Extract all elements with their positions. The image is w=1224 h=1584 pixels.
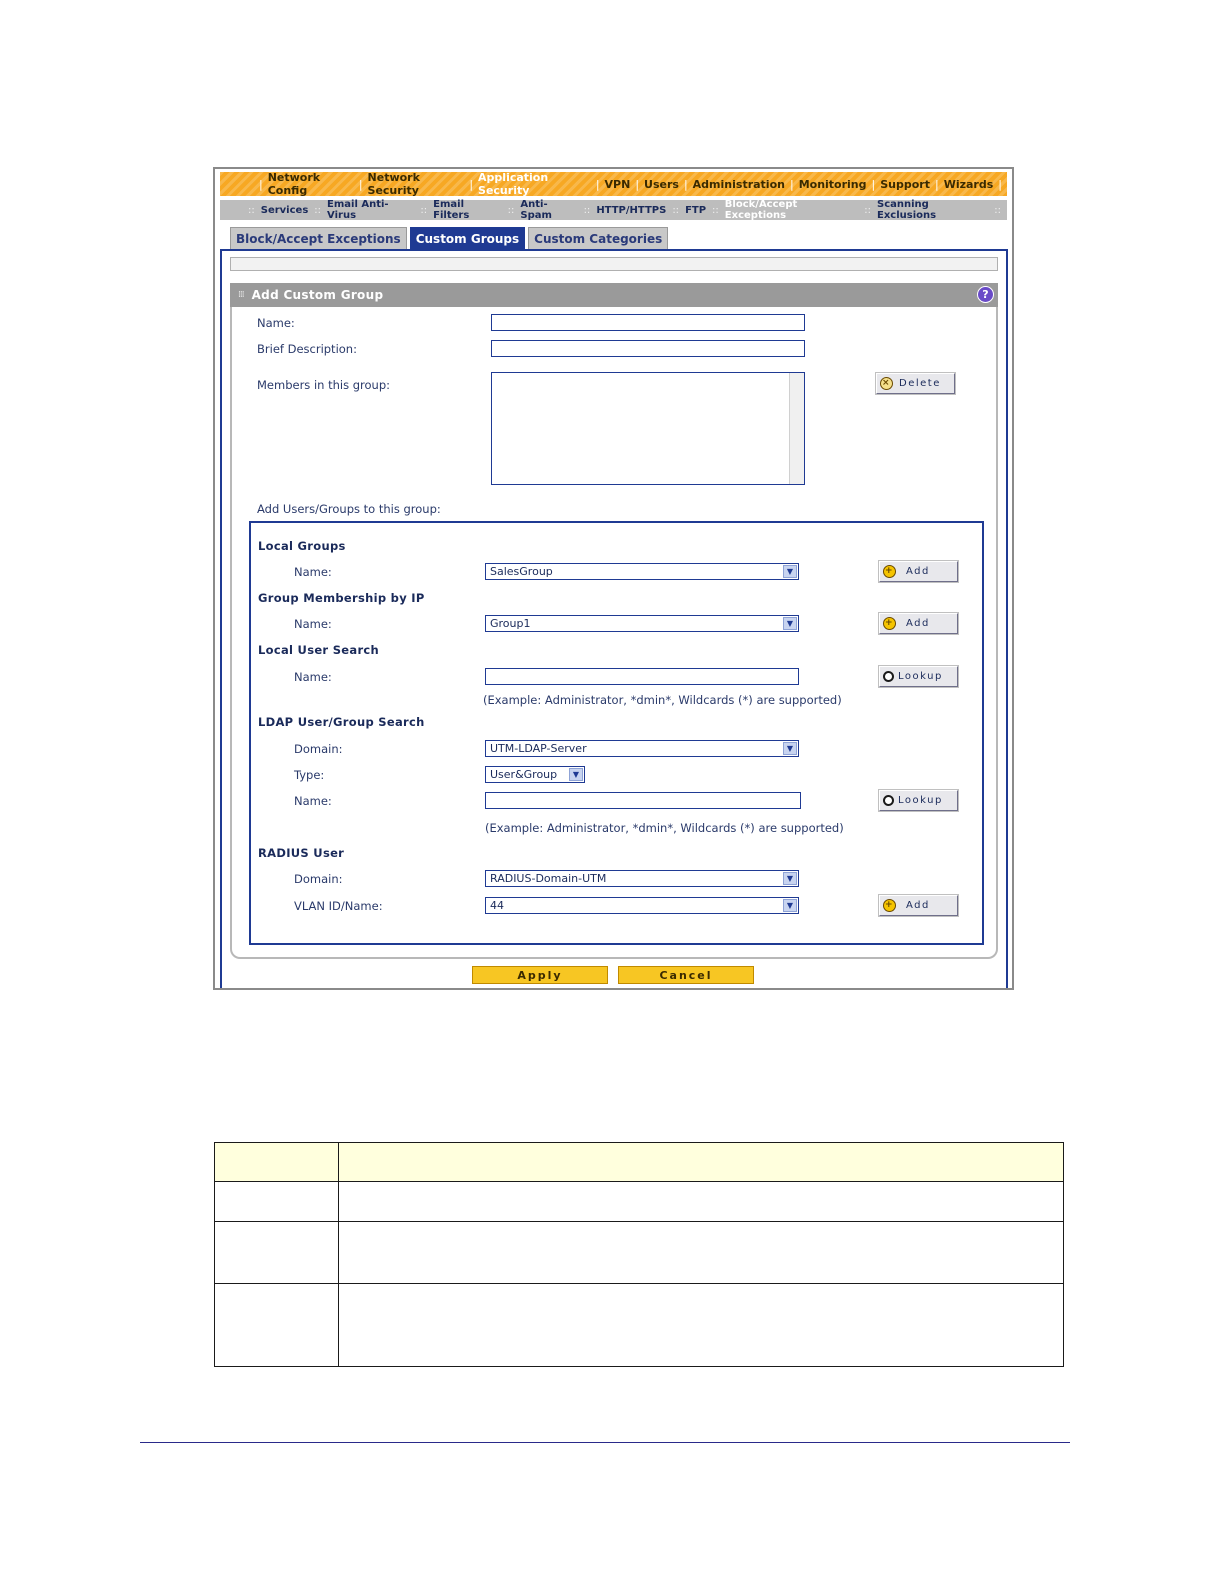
- local-groups-add-button[interactable]: [879, 561, 958, 582]
- local-groups-selected: SalesGroup: [490, 565, 553, 578]
- nav-network-config[interactable]: Network Config: [267, 171, 321, 197]
- ldap-type-selected: User&Group: [490, 768, 558, 781]
- delete-icon: ×: [881, 378, 892, 388]
- ldap-domain-select[interactable]: [485, 740, 799, 757]
- chevron-down-icon: ▼: [783, 565, 797, 578]
- chevron-down-icon: ▼: [783, 617, 797, 630]
- subnav-anti-spam[interactable]: Anti-Spam: [520, 199, 552, 221]
- nav-separator: |: [469, 177, 474, 191]
- members-label: Members in this group:: [257, 378, 391, 392]
- table-header-row: [215, 1143, 1064, 1182]
- nav-separator: |: [998, 177, 1002, 191]
- table-row: [215, 1284, 1064, 1367]
- nav-separator: |: [789, 177, 794, 191]
- nav-vpn[interactable]: VPN: [604, 177, 631, 191]
- subnav-http-https[interactable]: HTTP/HTTPS: [596, 204, 667, 216]
- subnav-separator: ::: [507, 204, 515, 216]
- nav-network-security[interactable]: Network Security: [367, 171, 420, 197]
- table-cell: [339, 1222, 1064, 1284]
- footer-rule: [140, 1442, 1070, 1443]
- chevron-down-icon: ▼: [569, 768, 583, 781]
- group-membership-select[interactable]: [485, 615, 799, 632]
- grip-icon: ⁞⁞⁞: [238, 290, 244, 300]
- members-scrollbar[interactable]: [789, 373, 804, 484]
- ldap-type-select[interactable]: [485, 766, 585, 783]
- add-icon: +: [884, 900, 895, 910]
- subnav-separator: ::: [583, 204, 591, 216]
- subnav-separator: ::: [994, 204, 1002, 216]
- ldap-search-heading: LDAP User/Group Search: [258, 715, 425, 729]
- local-user-lookup-button[interactable]: [879, 666, 958, 687]
- group-membership-name-label: Name:: [294, 617, 332, 631]
- local-user-search-input[interactable]: [485, 668, 799, 685]
- subnav-separator: ::: [314, 204, 322, 216]
- nav-application-security[interactable]: Application Security: [478, 171, 549, 197]
- local-user-lookup-label: Lookup: [898, 671, 943, 682]
- radius-domain-select[interactable]: [485, 870, 799, 887]
- table-cell: [215, 1222, 339, 1284]
- nav-administration[interactable]: Administration: [692, 177, 785, 191]
- radius-add-label: Add: [906, 900, 930, 911]
- ldap-type-label: Type:: [294, 768, 325, 782]
- subnav-block-accept-exceptions[interactable]: Block/Accept Exceptions: [724, 199, 798, 221]
- subnav-separator: ::: [420, 204, 428, 216]
- tab-custom-groups[interactable]: Custom Groups: [410, 227, 525, 249]
- ldap-name-input[interactable]: [485, 792, 801, 809]
- table-row: [215, 1222, 1064, 1284]
- subnav-separator: ::: [672, 204, 680, 216]
- subnav-email-anti-virus[interactable]: Email Anti-Virus: [327, 199, 389, 221]
- table-cell: [339, 1284, 1064, 1367]
- ldap-name-label: Name:: [294, 794, 332, 808]
- help-icon[interactable]: ?: [977, 286, 994, 303]
- ldap-domain-selected: UTM-LDAP-Server: [490, 742, 587, 755]
- nav-wizards[interactable]: Wizards: [943, 177, 994, 191]
- add-icon: +: [884, 566, 895, 576]
- group-membership-heading: Group Membership by IP: [258, 591, 425, 605]
- name-input[interactable]: [491, 314, 805, 331]
- radius-vlan-label: VLAN ID/Name:: [294, 899, 383, 913]
- apply-button[interactable]: Apply: [472, 966, 608, 984]
- radius-user-heading: RADIUS User: [258, 846, 345, 860]
- top-navigation: [220, 172, 1007, 196]
- magnifier-icon: [883, 795, 894, 806]
- ldap-search-example: (Example: Administrator, *dmin*, Wildcards (*) are supported): [485, 821, 844, 835]
- subnav-separator: ::: [864, 204, 872, 216]
- ldap-lookup-button[interactable]: [879, 790, 958, 811]
- local-user-search-name-label: Name:: [294, 670, 332, 684]
- table-cell: [215, 1182, 339, 1222]
- tab-block-accept-exceptions[interactable]: Block/Accept Exceptions: [230, 227, 407, 249]
- chevron-down-icon: ▼: [783, 872, 797, 885]
- panel-body: [230, 307, 998, 959]
- group-membership-add-button[interactable]: [879, 613, 958, 634]
- subnav-separator: ::: [248, 204, 255, 216]
- brief-description-label: Brief Description:: [257, 342, 357, 356]
- table-cell: [215, 1284, 339, 1367]
- delete-button-label: Delete: [899, 378, 941, 389]
- message-bar: [230, 257, 998, 271]
- members-list[interactable]: [491, 372, 805, 485]
- group-membership-add-label: Add: [906, 618, 930, 629]
- delete-button[interactable]: [876, 373, 955, 394]
- nav-separator: |: [871, 177, 876, 191]
- group-membership-selected: Group1: [490, 617, 531, 630]
- nav-separator: |: [358, 177, 363, 191]
- table-header-cell: [339, 1143, 1064, 1182]
- name-label: Name:: [257, 316, 295, 330]
- subnav-ftp[interactable]: FTP: [685, 204, 707, 216]
- local-user-search-heading: Local User Search: [258, 643, 380, 657]
- panel-title: Add Custom Group: [251, 288, 384, 302]
- panel-header: [230, 283, 998, 307]
- subnav-scanning-exclusions[interactable]: Scanning Exclusions: [877, 199, 937, 221]
- nav-separator: |: [683, 177, 688, 191]
- radius-add-button[interactable]: [879, 895, 958, 916]
- radius-domain-selected: RADIUS-Domain-UTM: [490, 872, 607, 885]
- tab-custom-categories[interactable]: Custom Categories: [528, 227, 668, 249]
- table-header-cell: [215, 1143, 339, 1182]
- add-icon: +: [884, 618, 895, 628]
- local-groups-name-label: Name:: [294, 565, 332, 579]
- chevron-down-icon: ▼: [783, 742, 797, 755]
- subnav-separator: ::: [712, 204, 719, 216]
- local-groups-add-label: Add: [906, 566, 930, 577]
- document-table: [214, 1142, 1064, 1367]
- radius-vlan-selected: 44: [490, 899, 504, 912]
- ldap-lookup-label: Lookup: [898, 795, 943, 806]
- local-groups-heading: Local Groups: [258, 539, 346, 553]
- nav-monitoring[interactable]: Monitoring: [798, 177, 867, 191]
- subnav-services[interactable]: Services: [260, 204, 309, 216]
- nav-users[interactable]: Users: [644, 177, 679, 191]
- local-user-search-example: (Example: Administrator, *dmin*, Wildcards (*) are supported): [483, 693, 842, 707]
- utm-screenshot: [213, 167, 1014, 990]
- local-groups-select[interactable]: [485, 563, 799, 580]
- radius-domain-label: Domain:: [294, 872, 343, 886]
- chevron-down-icon: ▼: [783, 899, 797, 912]
- add-users-label: Add Users/Groups to this group:: [257, 502, 441, 516]
- table-cell: [339, 1182, 1064, 1222]
- tab-bar: [230, 227, 671, 249]
- sub-navigation: [220, 200, 1007, 220]
- subnav-email-filters[interactable]: Email Filters: [433, 199, 470, 221]
- magnifier-icon: [883, 671, 894, 682]
- nav-separator: |: [934, 177, 939, 191]
- nav-separator: |: [635, 177, 640, 191]
- radius-vlan-select[interactable]: [485, 897, 799, 914]
- nav-separator: |: [259, 177, 263, 191]
- nav-support[interactable]: Support: [880, 177, 930, 191]
- brief-description-input[interactable]: [491, 340, 805, 357]
- cancel-button[interactable]: Cancel: [618, 966, 754, 984]
- nav-separator: |: [595, 177, 600, 191]
- ldap-domain-label: Domain:: [294, 742, 343, 756]
- table-row: [215, 1182, 1064, 1222]
